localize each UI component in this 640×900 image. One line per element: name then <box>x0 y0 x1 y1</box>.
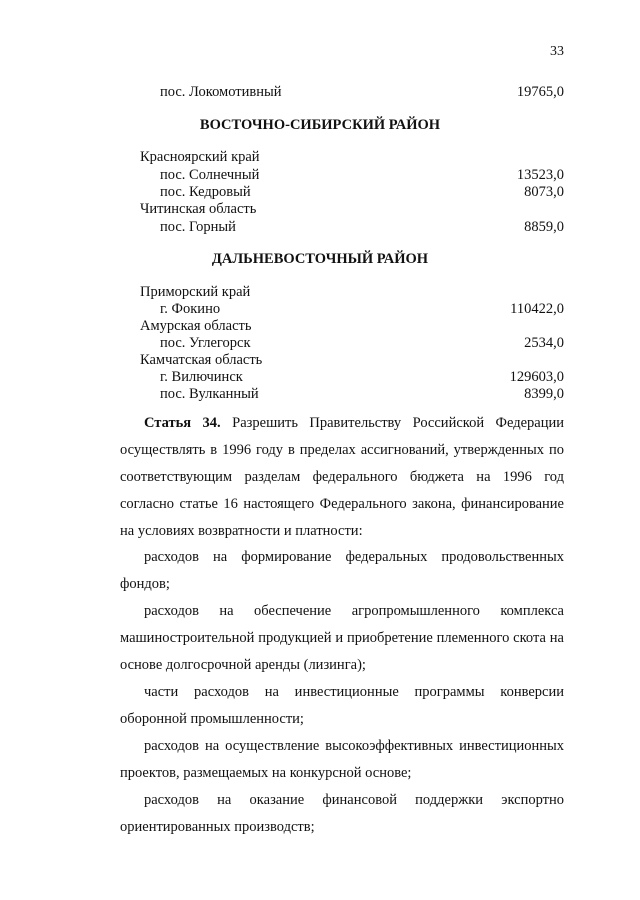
article-title: Статья 34. <box>144 415 221 431</box>
region-name: Красноярский край <box>140 149 260 165</box>
list-item-value: 8859,0 <box>524 219 564 235</box>
section-heading-far-east: ДАЛЬНЕВОСТОЧНЫЙ РАЙОН <box>211 251 429 267</box>
article-item: расходов на обеспечение агропромышленного комплекса машиностроительной продукцией и приобретение племенного скота на основе долгосрочной аренды (лизинга); <box>120 603 564 673</box>
list-item-label: г. Фокино <box>160 301 221 317</box>
list-item-value: 2534,0 <box>524 335 564 351</box>
region-name: Приморский край <box>140 284 251 300</box>
list-item-label: г. Вилючинск <box>160 369 243 385</box>
list-item-label: пос. Углегорск <box>160 335 251 351</box>
list-item-label: пос. Вулканный <box>160 386 259 402</box>
page-number: 33 <box>550 44 564 59</box>
list-item-value: 110422,0 <box>510 301 564 317</box>
list-item-label: пос. Локомотивный <box>160 84 282 100</box>
list-item-value: 13523,0 <box>516 167 564 183</box>
region-name: Амурская область <box>140 318 252 334</box>
list-item-value: 8399,0 <box>524 386 564 402</box>
article-text: Разрешить Правительству Российской Федерации осуществлять в 1996 году в пределах ассигнований, утвержденных по соответствующим разделам федерального бюджета на 1996 год согласно статье 16 настоящего Федерального закона, финансирование на условиях возвратности и платности: <box>120 415 565 539</box>
list-item-label: пос. Кедровый <box>160 184 251 200</box>
list-item-label: пос. Горный <box>160 219 236 235</box>
region-name: Читинская область <box>140 201 257 217</box>
list-item-label: пос. Солнечный <box>160 167 260 183</box>
list-item-value: 8073,0 <box>524 184 564 200</box>
list-item-value: 129603,0 <box>509 369 564 385</box>
list-item-value: 19765,0 <box>516 84 564 100</box>
article-item: расходов на формирование федеральных продовольственных фондов; <box>120 549 564 592</box>
article-item: части расходов на инвестиционные программы конверсии оборонной промышленности; <box>120 684 564 727</box>
article-item: расходов на осуществление высокоэффективных инвестиционных проектов, размещаемых на конкурсной основе; <box>120 738 564 781</box>
section-heading-east-siberia: ВОСТОЧНО-СИБИРСКИЙ РАЙОН <box>199 117 441 133</box>
region-name: Камчатская область <box>140 352 263 368</box>
article-item: расходов на оказание финансовой поддержки экспортно ориентированных производств; <box>120 792 564 835</box>
article-paragraph <box>120 410 564 545</box>
